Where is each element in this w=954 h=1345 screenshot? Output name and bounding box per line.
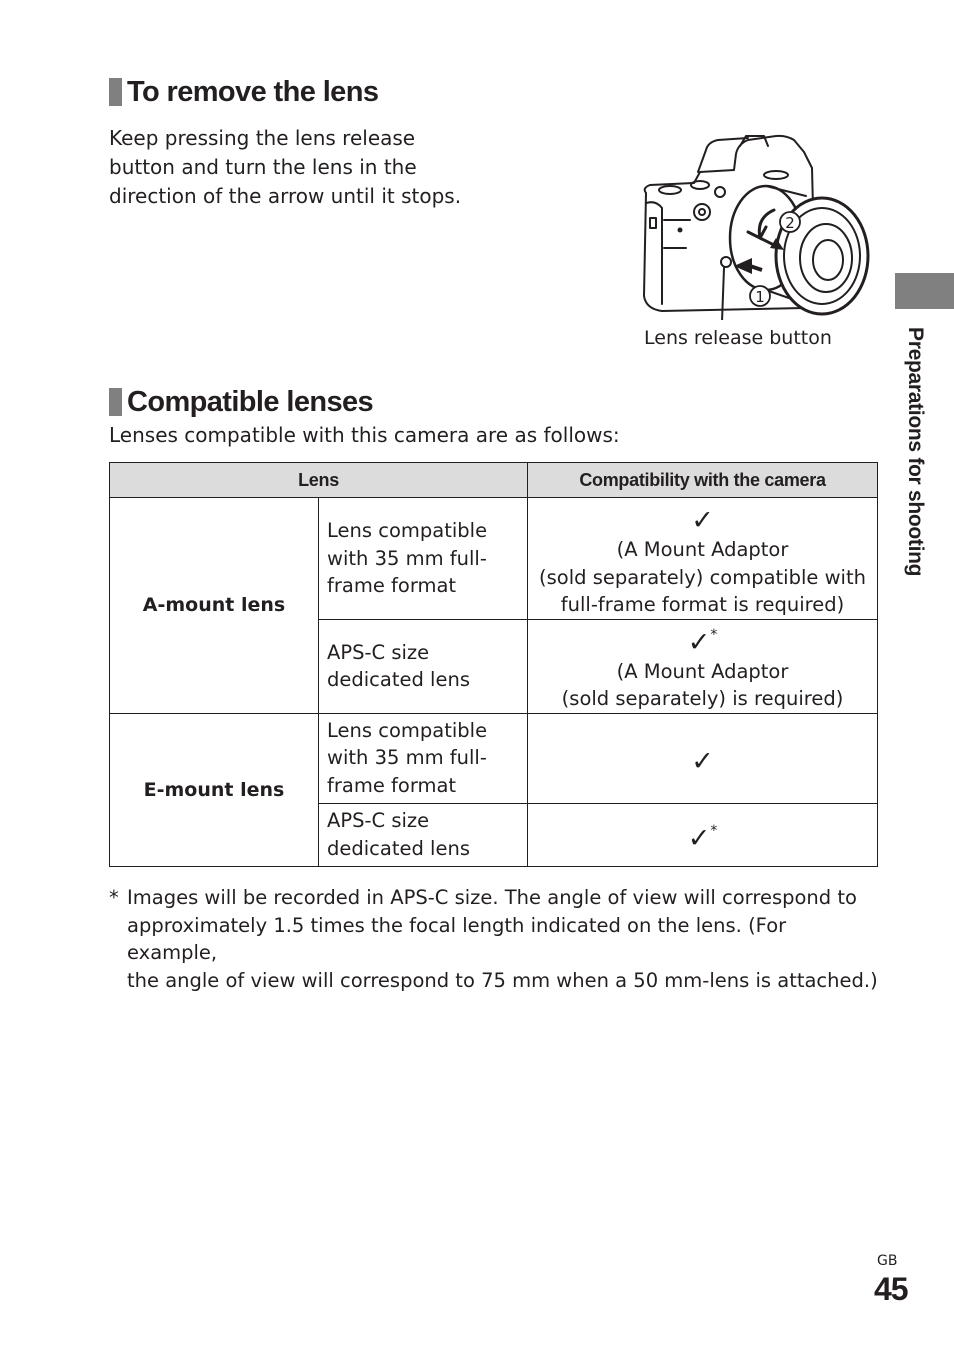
callout-2-number: 2	[785, 214, 795, 232]
callout-2	[780, 212, 800, 232]
page-number: 45	[874, 1271, 908, 1307]
lens-release-button-caption: Lens release button	[644, 327, 832, 349]
lens-type-cell	[319, 498, 528, 620]
lens-type-line: Lens compatible	[327, 519, 488, 542]
aps-c-footnote	[109, 884, 879, 994]
lens-type-cell	[319, 803, 528, 866]
remove-lens-title: To remove the lens	[127, 76, 379, 108]
mount-e-cell: E-mount lens	[110, 713, 319, 866]
heading-bar-marker	[109, 388, 122, 416]
compatibility-note-line: (A Mount Adaptor	[616, 659, 789, 683]
footnote-line: approximately 1.5 times the focal length indicated on the lens. (For example,	[127, 913, 787, 964]
lens-type-line: Lens compatible	[327, 718, 488, 742]
mount-a-cell: A-mount lens	[110, 498, 319, 714]
compatibility-note-line: full-frame format is required)	[560, 593, 845, 616]
compatibility-note-line: (sold separately) is required)	[561, 687, 844, 710]
chapter-side-label: Preparations for shooting	[904, 327, 927, 577]
table-header-row	[110, 463, 878, 498]
instruction-line: button and turn the lens in the	[109, 155, 417, 179]
header-compatibility: Compatibility with the camera	[528, 463, 878, 498]
check-mark-icon: ✓*	[687, 626, 718, 658]
lens-type-line: APS-C size	[327, 809, 430, 832]
check-mark-icon: ✓	[691, 746, 714, 777]
footnote-line: Images will be recorded in APS-C size. The angle of view will correspond to	[127, 886, 857, 909]
table-row	[110, 713, 878, 803]
check-mark-icon: ✓	[691, 505, 714, 536]
lens-type-line: with 35 mm full-	[327, 746, 487, 770]
lens-type-line: dedicated lens	[327, 836, 470, 860]
remove-lens-heading	[109, 75, 378, 109]
instruction-line: direction of the arrow until it stops.	[109, 184, 462, 208]
compatible-lenses-heading	[109, 385, 373, 419]
asterisk-mark: *	[710, 626, 718, 643]
callout-1	[750, 286, 770, 306]
footnote-asterisk: *	[109, 886, 119, 909]
lens-type-line: dedicated lens	[327, 668, 470, 691]
lens-type-line: frame format	[327, 574, 457, 597]
camera-lens-removal-illustration	[636, 128, 872, 320]
lens-compatibility-table	[109, 462, 878, 867]
footnote-line: the angle of view will correspond to 75 mm when a 50 mm-lens is attached.)	[127, 968, 878, 992]
check-mark-icon: ✓*	[687, 822, 718, 854]
instruction-line: Keep pressing the lens release	[109, 126, 416, 150]
compatible-lenses-intro: Lenses compatible with this camera are as follows:	[109, 423, 620, 447]
compatible-lenses-title: Compatible lenses	[127, 386, 374, 418]
header-lens: Lens	[110, 463, 528, 498]
compatibility-cell	[528, 498, 878, 620]
remove-lens-instructions	[109, 124, 509, 211]
heading-bar-marker	[109, 78, 122, 106]
chapter-tab-marker	[895, 273, 954, 309]
lens-type-cell	[319, 619, 528, 713]
compatibility-cell	[528, 713, 878, 803]
compatibility-cell	[528, 619, 878, 713]
footnote-text	[127, 884, 879, 994]
compatibility-cell	[528, 803, 878, 866]
callout-1-number: 1	[755, 288, 765, 306]
table-row	[110, 498, 878, 620]
lens-type-cell	[319, 713, 528, 803]
compatibility-note-line: (A Mount Adaptor	[616, 538, 789, 561]
asterisk-mark: *	[710, 822, 718, 839]
lens-type-line: APS-C size	[327, 640, 430, 664]
region-code: GB	[877, 1253, 898, 1269]
lens-type-line: with 35 mm full-	[327, 546, 487, 570]
lens-type-line: frame format	[327, 773, 457, 797]
compatibility-note-line: (sold separately) compatible with	[539, 565, 866, 589]
